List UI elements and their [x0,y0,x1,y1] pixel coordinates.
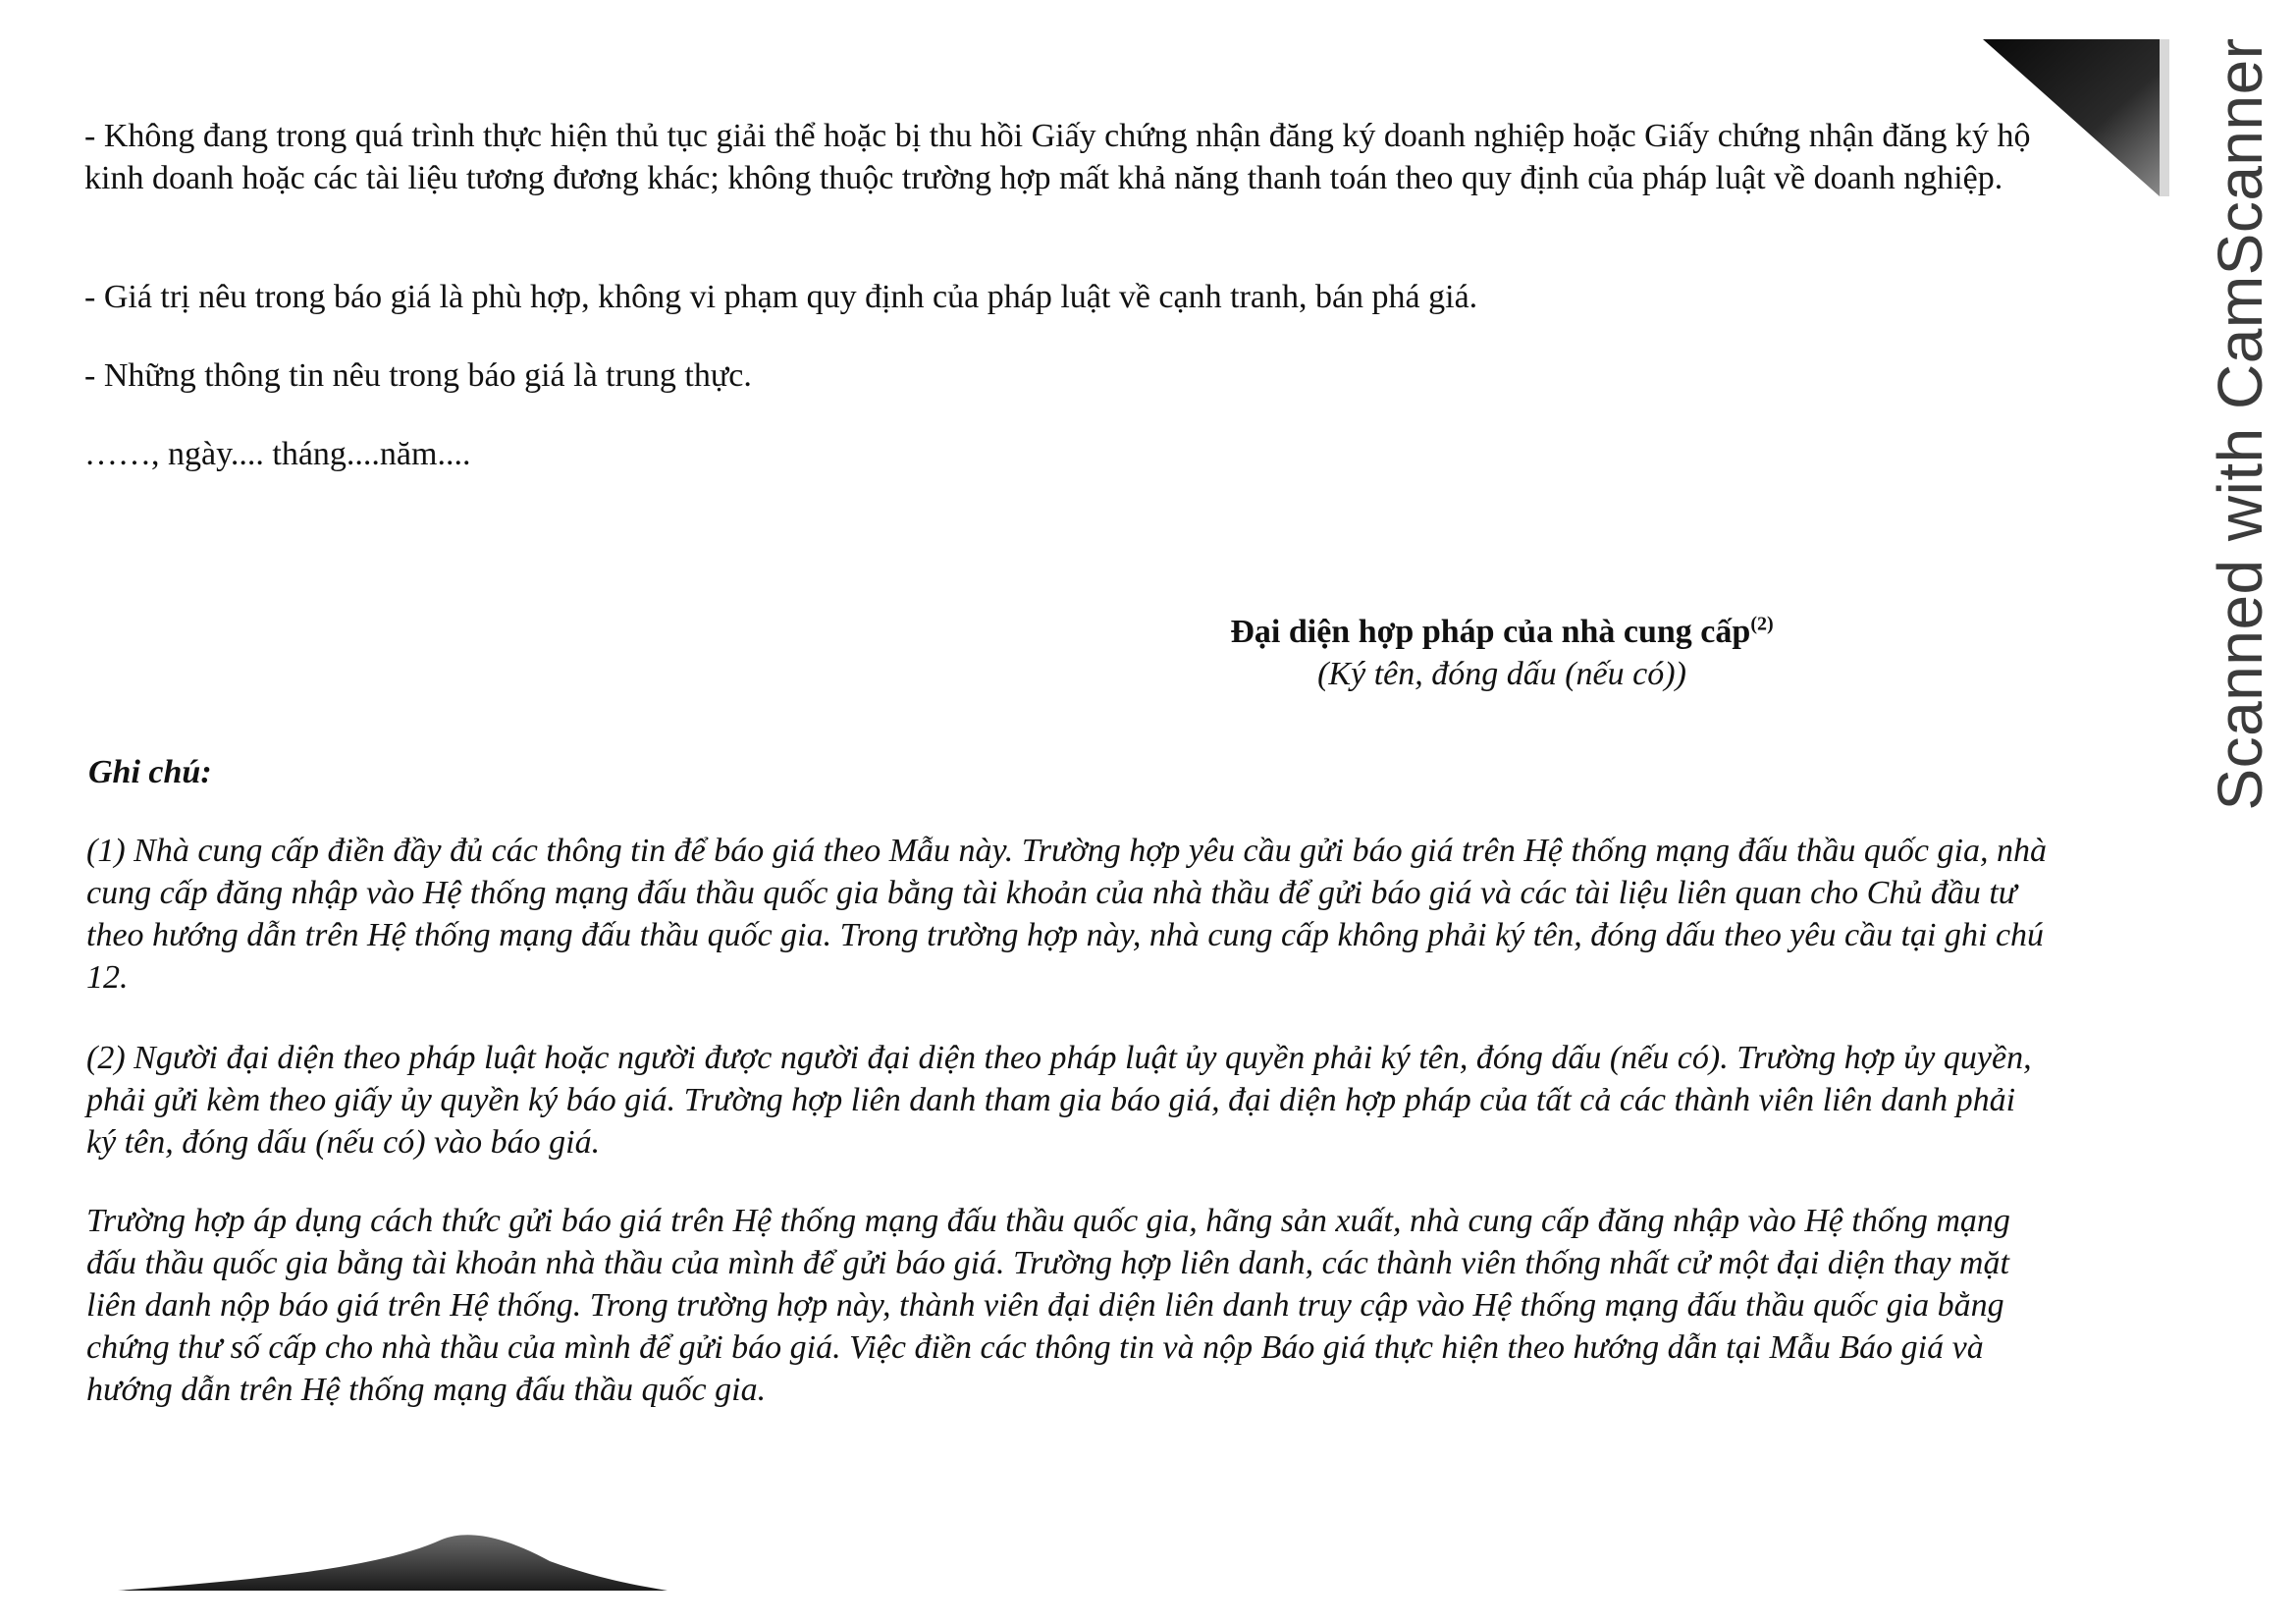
notes-heading: Ghi chú: [88,754,212,790]
watermark-text: Scanned with CamScanner [2205,37,2275,811]
signature-footnote-mark: (2) [1750,613,1774,635]
signature-subtitle: (Ký tên, đóng dấu (nếu có)) [1317,656,1686,692]
note-1: (1) Nhà cung cấp điền đầy đủ các thông tin để báo giá theo Mẫu này. Trường hợp yêu cầu gửi báo giá trên Hệ thống mạng đấu thầu quốc gia, nhà cung cấp đăng nhập vào Hệ thống mạng đấu thầu quốc gia bằng tài khoản của nhà thầu để gửi báo giá và các tài liệu liên quan cho Chủ đầu tư theo hướng dẫn trên Hệ thống mạng đấu thầu quốc gia. Trong trường hợp này, nhà cung cấp không phải ký tên, đóng dấu theo yêu cầu tại ghi chú 12. [86,833,2047,996]
condition-truthful-info: - Những thông tin nêu trong báo giá là trung thực. [84,357,752,394]
signature-title [1139,611,1865,653]
condition-fair-price: - Giá trị nêu trong báo giá là phù hợp, không vi phạm quy định của pháp luật về cạnh tranh, bán phá giá. [84,279,1478,315]
note-2: (2) Người đại diện theo pháp luật hoặc người được người đại diện theo pháp luật ủy quyền phải ký tên, đóng dấu (nếu có). Trường hợp ủy quyền, phải gửi kèm theo giấy ủy quyền ký báo giá. Trường hợp liên danh tham gia báo giá, đại diện hợp pháp của tất cả các thành viên liên danh phải ký tên, đóng dấu (nếu có) vào báo giá. [86,1040,2032,1161]
signature-block [1139,611,1865,695]
condition-no-dissolution: - Không đang trong quá trình thực hiện thủ tục giải thể hoặc bị thu hồi Giấy chứng nhận đăng ký doanh nghiệp hoặc Giấy chứng nhận đăng ký hộ kinh doanh hoặc các tài liệu tương đương khác; không thuộc trường hợp mất khả năng thanh toán theo quy định của pháp luật về doanh nghiệp. [84,118,2031,196]
date-line: ……, ngày.... tháng....năm.... [84,436,471,472]
signature-title-text: Đại diện hợp pháp của nhà cung cấp [1230,614,1751,650]
scan-edge-shadow [118,1532,667,1591]
note-3: Trường hợp áp dụng cách thức gửi báo giá trên Hệ thống mạng đấu thầu quốc gia, hãng sản xuất, nhà cung cấp đăng nhập vào Hệ thống mạng đấu thầu quốc gia bằng tài khoản nhà thầu của mình để gửi báo giá. Trường hợp liên danh, các thành viên thống nhất cử một đại diện thay mặt liên danh nộp báo giá trên Hệ thống. Trong trường hợp này, thành viên đại diện liên danh truy cập vào Hệ thống mạng đấu thầu quốc gia bằng chứng thư số cấp cho nhà thầu của mình để gửi báo giá. Việc điền các thông tin và nộp Báo giá thực hiện theo hướng dẫn tại Mẫu Báo giá và hướng dẫn trên Hệ thống mạng đấu thầu quốc gia. [86,1203,2010,1408]
